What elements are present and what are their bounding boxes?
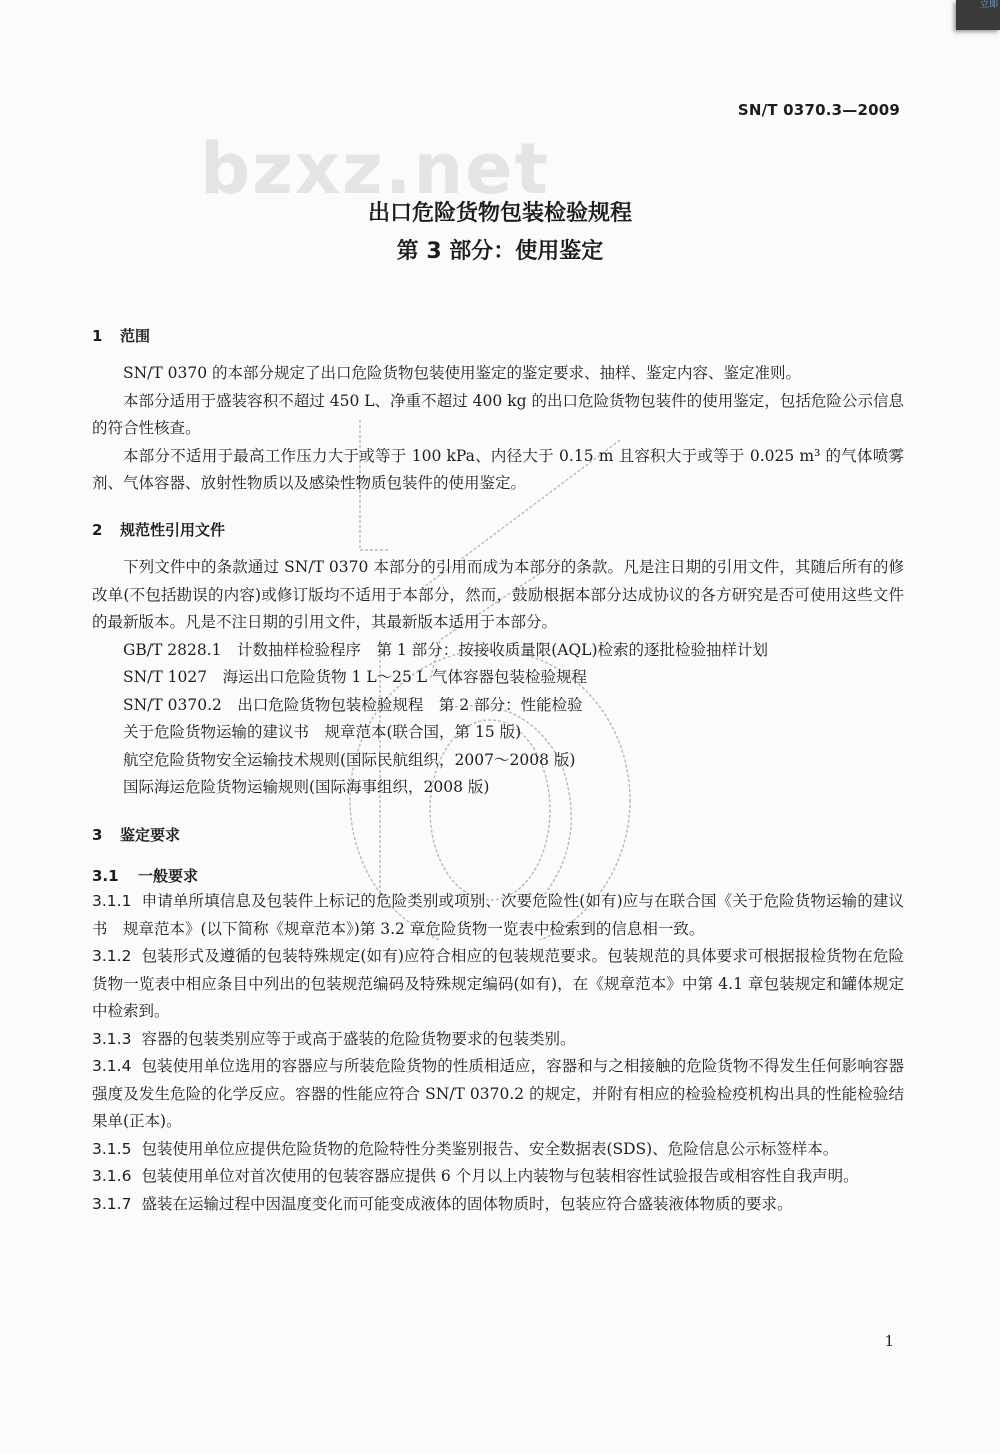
clause-number: 3.1.2 <box>92 947 132 965</box>
clause-number: 3.1.6 <box>92 1167 132 1185</box>
clause-number: 3.1.5 <box>92 1139 132 1158</box>
clause-text: 包装使用单位应提供危险货物的危险特性分类鉴别报告、安全数据表(SDS)、危险信息公示标签样本。 <box>141 1139 839 1158</box>
clause-text: 包装形式及遵循的包装特殊规定(如有)应符合相应的包装规范要求。包装规范的具体要求可根据报检货物在危险货物一览表中相应条目中列出的包装规范编码及特殊规定编码(如有)，在《规章范本》中第 4.1 章包装规定和罐体规定中检索到。 <box>92 947 904 1020</box>
corner-tab[interactable]: 立即 <box>956 0 1000 30</box>
clause-3-1-1 <box>92 888 904 943</box>
section-number: 2 <box>92 521 103 539</box>
subsection-number: 3.1 <box>92 867 119 885</box>
clause-number: 3.1.4 <box>92 1057 132 1075</box>
clause-3-1-5 <box>92 1136 904 1164</box>
clause-3-1-3 <box>92 1026 904 1054</box>
clause-3-1-6 <box>92 1163 904 1191</box>
clause-number: 3.1.7 <box>92 1194 132 1213</box>
section-title: 鉴定要求 <box>120 826 181 844</box>
paragraph: SN/T 0370 的本部分规定了出口危险货物包装使用鉴定的鉴定要求、抽样、鉴定内容、鉴定准则。 <box>123 364 802 382</box>
clause-text: 包装使用单位对首次使用的包装容器应提供 6 个月以上内装物与包装相容性试验报告或相容性自我声明。 <box>141 1167 859 1185</box>
clause-text: 申请单所填信息及包装件上标记的危险类别或项别、次要危险性(如有)应与在联合国《关于危险货物运输的建议书 规章范本》(以下简称《规章范本》)第 3.2 章危险货物一览表中检索到的信息相一致。 <box>92 892 904 938</box>
section-heading-1 <box>92 325 150 346</box>
section-3-body <box>92 888 904 1218</box>
clause-number: 3.1.1 <box>92 892 132 910</box>
reference-item: 关于危险货物运输的建议书 规章范本(联合国，第 15 版) <box>123 723 522 741</box>
reference-item: SN/T 1027 海运出口危险货物 1 L～25 L 气体容器包装检验规程 <box>123 668 587 686</box>
standard-code: SN/T 0370.3—2009 <box>737 101 900 119</box>
paragraph: 本部分适用于盛装容积不超过 450 L、净重不超过 400 kg 的出口危险货物包装件的使用鉴定，包括危险公示信息的符合性核查。 <box>92 391 904 437</box>
clause-3-1-2 <box>92 943 904 1026</box>
clause-3-1-7 <box>92 1191 904 1219</box>
section-number: 1 <box>92 327 103 345</box>
document-title: 出口危险货物包装检验规程 <box>367 201 632 226</box>
watermark: bzxz.net <box>200 128 551 210</box>
section-title: 规范性引用文件 <box>120 521 226 539</box>
clause-text: 容器的包装类别应等于或高于盛装的危险货物要求的包装类别。 <box>141 1029 576 1048</box>
section-number: 3 <box>92 826 103 844</box>
reference-item: 航空危险货物安全运输技术规则(国际民航组织，2007～2008 版) <box>123 750 576 769</box>
section-heading-3 <box>92 824 180 845</box>
section-2-body <box>92 554 904 802</box>
section-1-body <box>92 360 904 498</box>
paragraph: 本部分不适用于最高工作压力大于或等于 100 kPa、内径大于 0.15 m 且容积大于或等于 0.025 m³ 的气体喷雾剂、气体容器、放射性物质以及感染性物质包装件的使用鉴定。 <box>92 446 904 492</box>
clause-3-1-4 <box>92 1053 904 1136</box>
document-subtitle: 第 3 部分：使用鉴定 <box>396 239 604 264</box>
reference-item: 国际海运危险货物运输规则(国际海事组织，2008 版) <box>123 778 490 796</box>
subsection-title: 一般要求 <box>138 867 199 885</box>
clause-number: 3.1.3 <box>92 1029 132 1048</box>
section-heading-2 <box>92 519 225 540</box>
reference-item: GB/T 2828.1 计数抽样检验程序 第 1 部分：按接收质量限(AQL)检索的逐批检验抽样计划 <box>123 640 769 659</box>
section-title: 范围 <box>120 327 151 345</box>
clause-text: 盛装在运输过程中因温度变化而可能变成液体的固体物质时，包装应符合盛装液体物质的要求。 <box>141 1194 793 1213</box>
clause-text: 包装使用单位选用的容器应与所装危险货物的性质相适应，容器和与之相接触的危险货物不得发生任何影响容器强度及发生危险的化学反应。容器的性能应符合 SN/T 0370.2 的规定，并附有相应的检验检疫机构出具的性能检验结果单(正本)。 <box>92 1057 904 1130</box>
paragraph: 下列文件中的条款通过 SN/T 0370 本部分的引用而成为本部分的条款。凡是注日期的引用文件，其随后所有的修改单(不包括勘误的内容)或修订版均不适用于本部分，然而，鼓励根据本部分达成协议的各方研究是否可使用这些文件的最新版本。凡是不注日期的引用文件，其最新版本适用于本部分。 <box>92 558 904 631</box>
reference-item: SN/T 0370.2 出口危险货物包装检验规程 第 2 部分：性能检验 <box>123 695 583 714</box>
subsection-heading-3-1 <box>92 865 198 886</box>
page-number: 1 <box>884 1332 894 1350</box>
